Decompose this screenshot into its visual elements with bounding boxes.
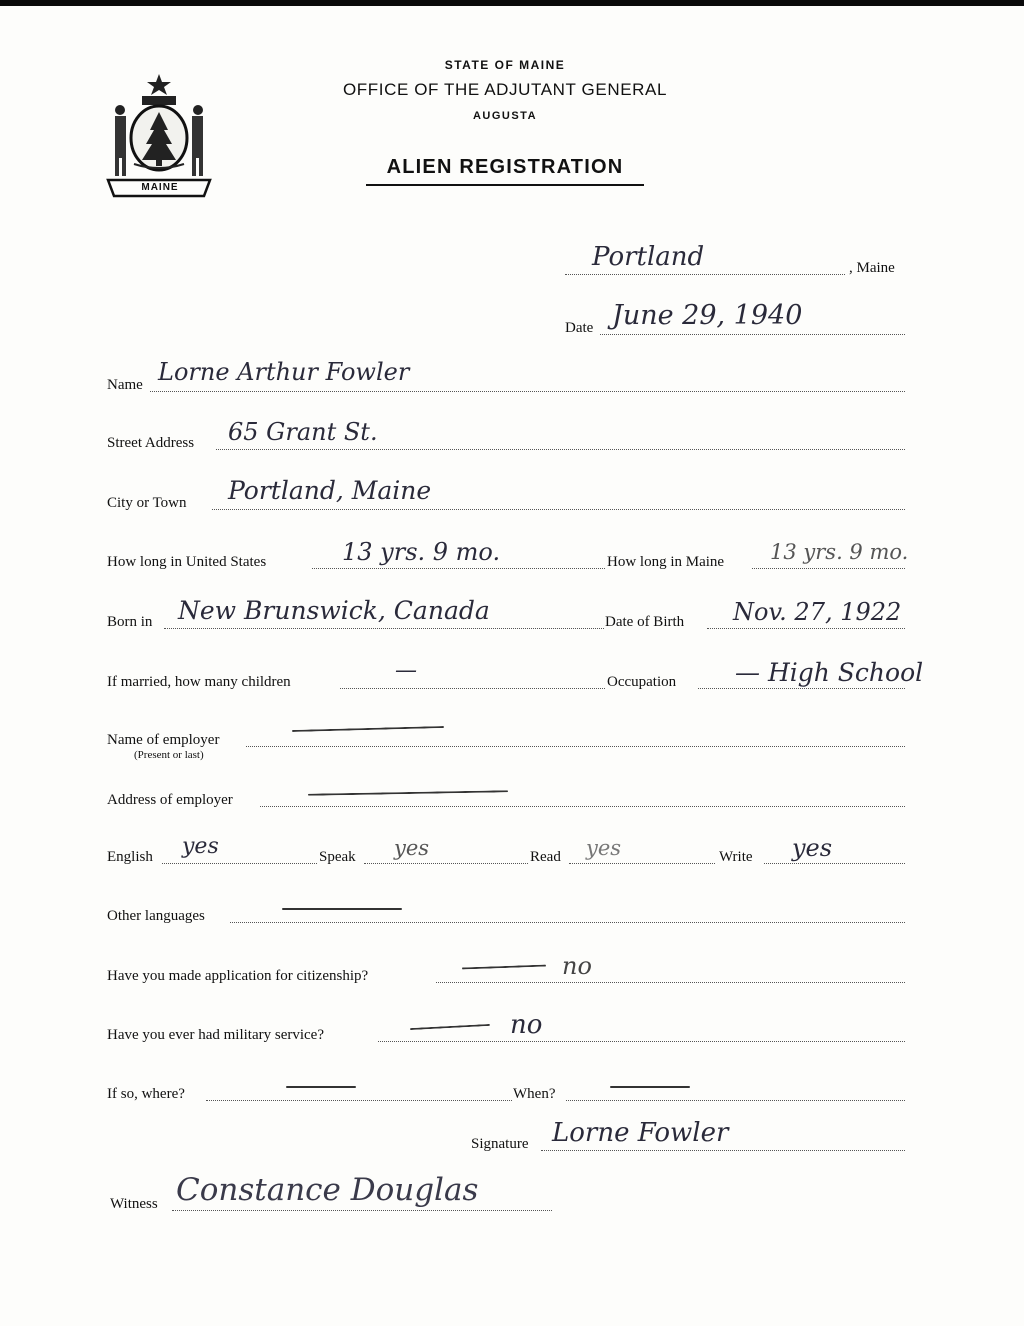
- date-field[interactable]: June 29, 1940: [612, 300, 803, 331]
- occupation-field[interactable]: — High School: [735, 658, 924, 687]
- where-dotted-line: [206, 1100, 512, 1101]
- other-languages-label: Other languages: [107, 908, 205, 924]
- signature-field[interactable]: Lorne Fowler: [552, 1118, 729, 1148]
- born-in-field[interactable]: New Brunswick, Canada: [178, 596, 490, 625]
- witness-label: Witness: [110, 1196, 158, 1212]
- title-underline: [366, 184, 644, 186]
- military-dotted-line: [378, 1041, 905, 1042]
- seal-banner-text: MAINE: [141, 182, 179, 193]
- employer-address-dash: [308, 790, 508, 795]
- employer-address-field[interactable]: [262, 784, 263, 785]
- write-dotted-line: [764, 863, 905, 864]
- citizenship-field[interactable]: no: [562, 952, 592, 980]
- when-dotted-line: [566, 1100, 905, 1101]
- office-heading: OFFICE OF THE ADJUTANT GENERAL: [342, 80, 668, 99]
- employer-address-dotted-line: [260, 806, 905, 807]
- occupation-dotted-line: [698, 688, 905, 689]
- write-label: Write: [719, 849, 753, 865]
- name-field[interactable]: Lorne Arthur Fowler: [158, 358, 410, 386]
- witness-field[interactable]: Constance Douglas: [176, 1172, 479, 1208]
- citizenship-dash: [462, 965, 546, 970]
- other-languages-dash: [282, 908, 402, 910]
- when-field[interactable]: [568, 1078, 569, 1079]
- date-label: Date: [565, 320, 594, 336]
- employer-address-label: Address of employer: [107, 792, 233, 808]
- english-label: English: [107, 849, 153, 865]
- when-label: When?: [513, 1086, 556, 1102]
- dob-label: Date of Birth: [605, 614, 685, 630]
- employer-label: Name of employer: [107, 732, 220, 748]
- city-field[interactable]: Portland, Maine: [228, 476, 432, 505]
- children-label: If married, how many children: [107, 674, 291, 690]
- military-label: Have you ever had military service?: [107, 1027, 324, 1043]
- where-label: If so, where?: [107, 1086, 185, 1102]
- children-dotted-line: [340, 688, 605, 689]
- read-field[interactable]: yes: [586, 836, 622, 860]
- place-field[interactable]: Portland: [592, 242, 705, 272]
- born-in-label: Born in: [107, 614, 153, 630]
- name-label: Name: [107, 377, 143, 393]
- witness-dotted-line: [172, 1210, 552, 1211]
- place-dotted-line: [565, 274, 845, 275]
- employer-dash: [292, 726, 444, 732]
- us-duration-dotted-line: [312, 568, 605, 569]
- other-languages-dotted-line: [230, 922, 905, 923]
- me-duration-dotted-line: [752, 568, 905, 569]
- street-dotted-line: [216, 449, 905, 450]
- employer-sublabel: (Present or last): [134, 749, 204, 761]
- me-duration-field[interactable]: 13 yrs. 9 mo.: [770, 540, 909, 564]
- signature-dotted-line: [541, 1150, 905, 1151]
- dob-field[interactable]: Nov. 27, 1922: [733, 598, 902, 626]
- speak-dotted-line: [364, 863, 528, 864]
- city-dotted-line: [212, 509, 905, 510]
- read-dotted-line: [569, 863, 715, 864]
- employer-field[interactable]: [248, 722, 249, 723]
- state-heading: STATE OF MAINE: [444, 58, 566, 72]
- me-duration-label: How long in Maine: [607, 554, 725, 570]
- write-field[interactable]: yes: [792, 834, 833, 862]
- city-heading: AUGUSTA: [472, 110, 538, 122]
- street-label: Street Address: [107, 435, 195, 451]
- other-languages-field[interactable]: [232, 900, 233, 901]
- us-duration-label: How long in United States: [107, 554, 267, 570]
- occupation-label: Occupation: [607, 674, 677, 690]
- street-field[interactable]: 65 Grant St.: [228, 418, 378, 446]
- name-dotted-line: [150, 391, 905, 392]
- children-field[interactable]: —: [395, 658, 417, 683]
- where-field[interactable]: [208, 1078, 209, 1079]
- citizenship-label: Have you made application for citizenship?: [107, 968, 369, 984]
- read-label: Read: [530, 849, 561, 865]
- speak-field[interactable]: yes: [394, 836, 430, 860]
- signature-label: Signature: [471, 1136, 529, 1152]
- where-dash: [286, 1086, 356, 1088]
- date-dotted-line: [600, 334, 905, 335]
- employer-dotted-line: [246, 746, 905, 747]
- military-dash: [410, 1024, 490, 1030]
- military-field[interactable]: no: [510, 1010, 543, 1040]
- english-dotted-line: [162, 863, 317, 864]
- born-in-dotted-line: [164, 628, 604, 629]
- form-title: ALIEN REGISTRATION: [386, 156, 624, 178]
- citizenship-dotted-line: [436, 982, 905, 983]
- english-field[interactable]: yes: [182, 834, 219, 859]
- speak-label: Speak: [319, 849, 356, 865]
- dob-dotted-line: [707, 628, 905, 629]
- city-label: City or Town: [107, 495, 187, 511]
- when-dash: [610, 1086, 690, 1088]
- place-suffix-label: , Maine: [849, 260, 895, 276]
- us-duration-field[interactable]: 13 yrs. 9 mo.: [342, 538, 501, 566]
